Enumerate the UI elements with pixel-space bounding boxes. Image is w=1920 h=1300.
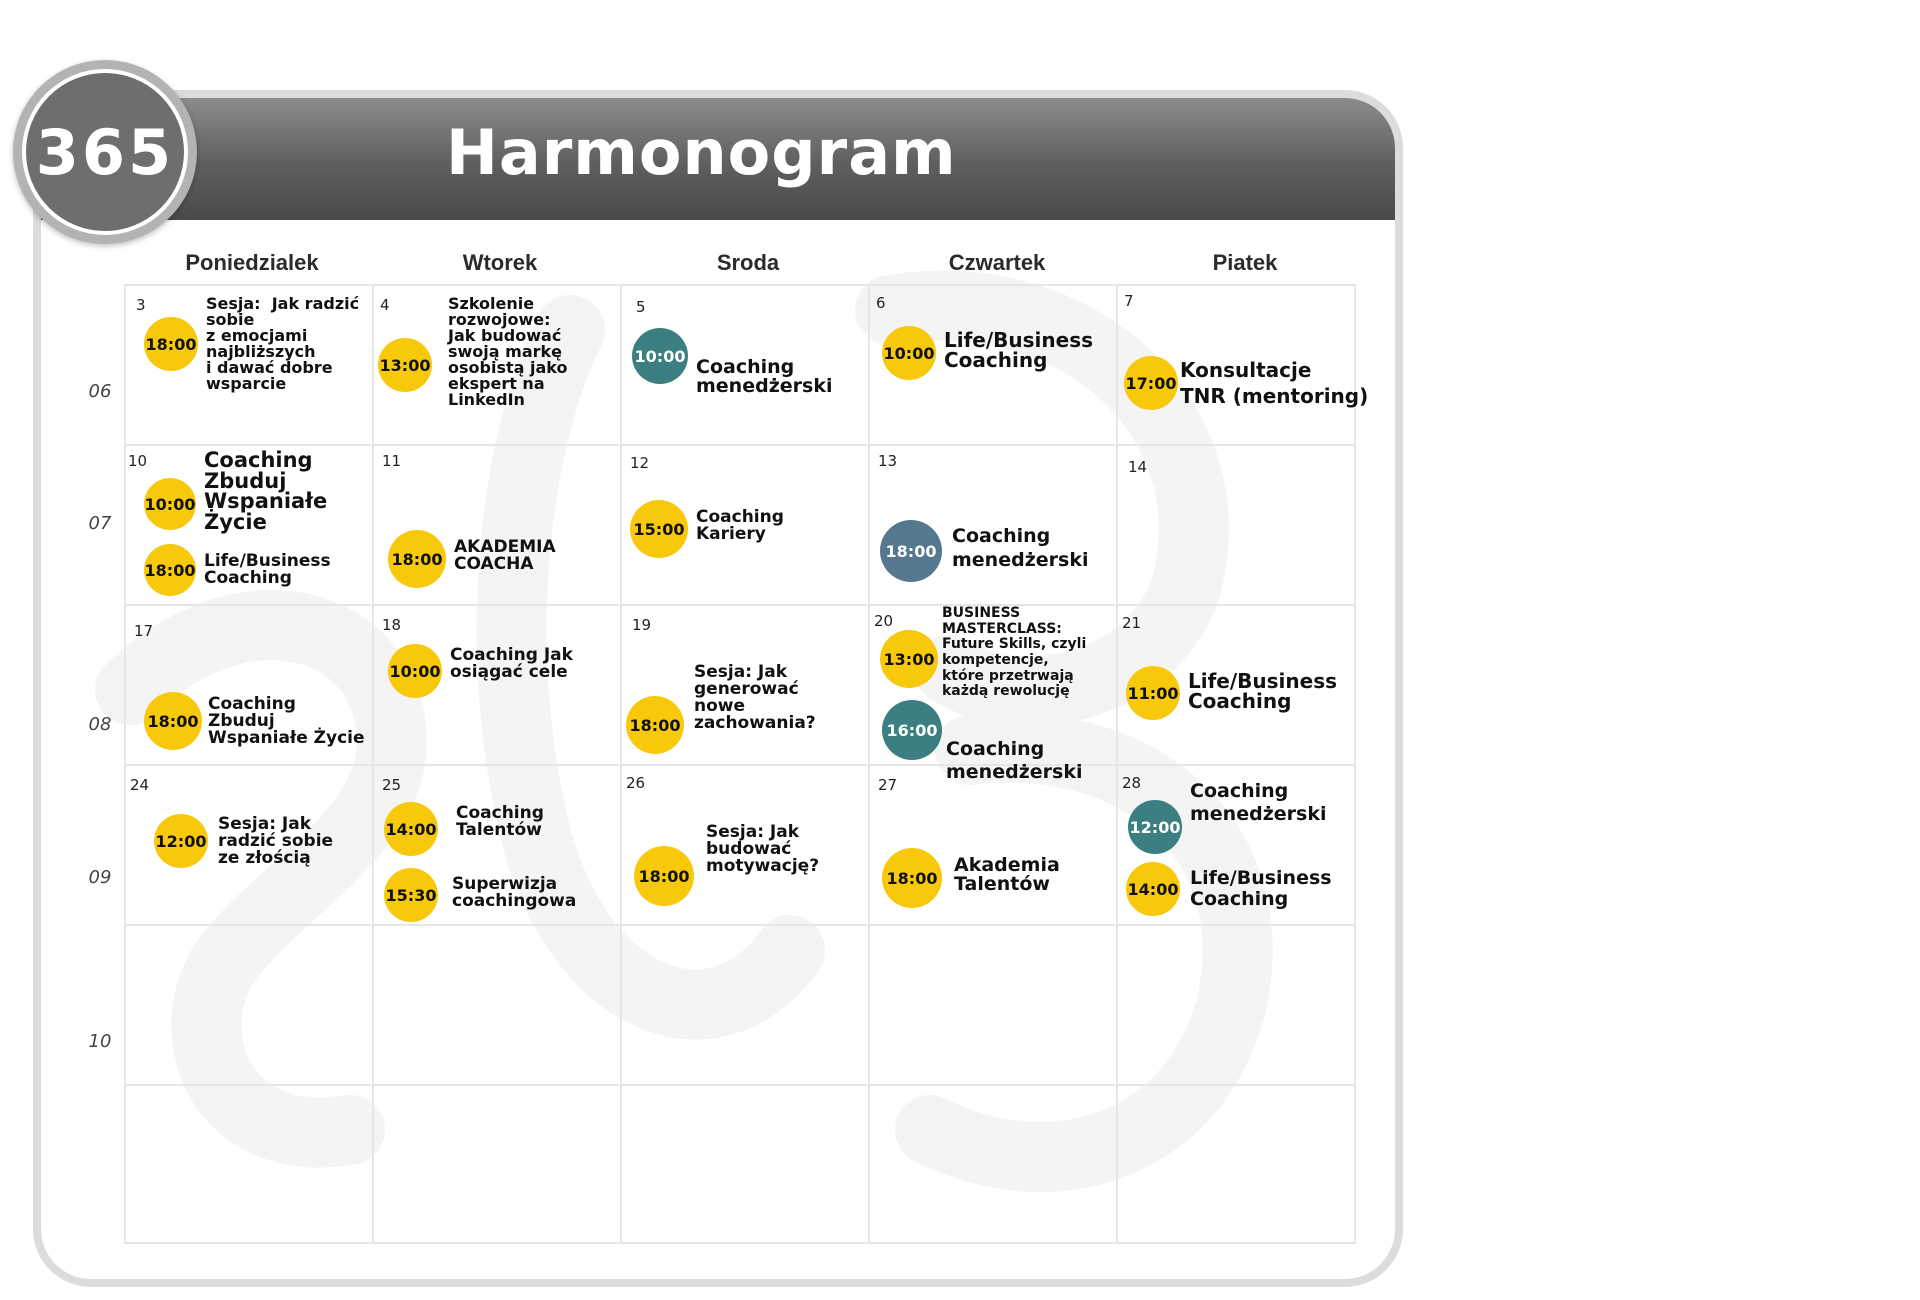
event-title: Sesja: Jak radzić sobie ze złością [218, 813, 334, 868]
week-label: 07 [88, 513, 112, 534]
week-label: 09 [88, 867, 112, 888]
event-title: Coaching Talentów [456, 803, 544, 840]
event[interactable] [388, 644, 573, 698]
event[interactable] [882, 326, 1093, 380]
day-number: 5 [636, 298, 646, 316]
time-badge: 17:00 [1124, 356, 1178, 410]
day-number: 25 [382, 776, 402, 794]
time-badge: 10:00 [632, 328, 688, 384]
day-number: 3 [136, 296, 146, 314]
event-title: Life/Business Coaching [204, 551, 331, 588]
event[interactable] [626, 664, 816, 754]
calendar-cell [620, 444, 868, 604]
day-number: 4 [380, 296, 390, 314]
calendar-cell [620, 284, 868, 444]
calendar-cell [372, 444, 620, 604]
calendar-cell [868, 444, 1116, 604]
event-title: Konsultacje TNR (mentoring) [1180, 358, 1369, 408]
day-number: 26 [626, 774, 646, 792]
day-number: 12 [630, 454, 650, 472]
day-number: 17 [134, 622, 154, 640]
time-badge: 18:00 [880, 520, 942, 582]
day-number: 27 [878, 776, 898, 794]
event[interactable] [378, 296, 567, 408]
event[interactable] [384, 868, 576, 922]
event-title: Coaching menedżerski [1190, 780, 1327, 825]
week-label: 06 [88, 381, 112, 402]
event-title: Sesja: Jak budować motywację? [706, 822, 820, 876]
day-header-tuesday: Wtorek [462, 250, 538, 275]
day-header-monday: Poniedzialek [185, 250, 319, 275]
day-number: 19 [632, 616, 652, 634]
event-title: Coaching Zbuduj Wspaniałe Życie [208, 693, 365, 748]
day-number: 10 [128, 452, 148, 470]
time-badge: 15:30 [384, 868, 438, 922]
event-title: Szkolenie rozwojowe: Jak budować swoją markę osobistą jako ekspert na LinkedIn [448, 294, 568, 409]
calendar-cell [124, 444, 372, 604]
day-number: 7 [1124, 292, 1134, 310]
day-header-thursday: Czwartek [948, 250, 1046, 275]
event-title: Sesja: Jak generować nowe zachowania? [694, 662, 816, 733]
event[interactable] [880, 606, 1086, 700]
day-number: 28 [1122, 774, 1142, 792]
week-label: 10 [88, 1031, 112, 1052]
time-badge: 16:00 [882, 700, 942, 760]
calendar-cell [868, 284, 1116, 444]
event-title: Akademia Talentów [954, 854, 1060, 895]
event-title: Coaching menedżerski [952, 525, 1089, 571]
time-badge: 18:00 [626, 696, 684, 754]
calendar-cell [1116, 444, 1364, 604]
calendar-cell [1116, 764, 1364, 924]
calendar-cell [124, 604, 372, 764]
time-badge: 10:00 [388, 644, 442, 698]
event-title: Coaching Zbuduj Wspaniałe Życie [204, 448, 328, 534]
time-badge: 18:00 [144, 317, 198, 371]
time-badge: 12:00 [154, 814, 208, 868]
event[interactable] [144, 296, 359, 392]
time-badge: 10:00 [144, 478, 196, 530]
time-badge: 14:00 [384, 802, 438, 856]
calendar-cell [124, 284, 372, 444]
event[interactable] [634, 824, 819, 906]
day-number: 21 [1122, 614, 1142, 632]
event[interactable] [154, 814, 333, 868]
time-badge: 13:00 [378, 338, 432, 392]
event-title: Sesja: Jak radzić sobie z emocjami najbliższych i dawać dobre wsparcie [206, 294, 360, 393]
event[interactable] [384, 802, 544, 856]
event[interactable] [1124, 356, 1368, 410]
page-title: Harmonogram [446, 116, 957, 189]
calendar-cell [372, 284, 620, 444]
week-label: 08 [88, 714, 112, 735]
event-title: Life/Business Coaching [1190, 867, 1332, 910]
event-title: Superwizja coachingowa [452, 874, 577, 911]
calendar-cell [1116, 284, 1369, 444]
calendar-cell [124, 764, 372, 924]
time-badge: 13:00 [880, 630, 938, 688]
event[interactable] [144, 544, 331, 596]
time-badge: 18:00 [882, 848, 942, 908]
event-title: Life/Business Coaching [944, 328, 1094, 372]
day-number: 14 [1128, 458, 1148, 476]
event-title: Coaching menedżerski [946, 738, 1083, 783]
day-number: 11 [382, 452, 402, 470]
event[interactable] [630, 500, 784, 558]
day-number: 20 [874, 612, 894, 630]
event[interactable] [144, 450, 327, 532]
time-badge: 10:00 [882, 326, 936, 380]
time-badge: 18:00 [144, 544, 196, 596]
event-title: Coaching Jak osiągać cele [450, 645, 573, 682]
event[interactable] [632, 328, 832, 396]
event[interactable] [1128, 780, 1326, 854]
day-number: 18 [382, 616, 402, 634]
event-title: AKADEMIA COACHA [454, 537, 556, 574]
time-badge: 15:00 [630, 500, 688, 558]
event[interactable] [1126, 862, 1332, 916]
calendar-cell [372, 604, 620, 764]
time-badge: 11:00 [1126, 666, 1180, 720]
time-badge: 18:00 [144, 692, 202, 750]
calendar-cell [620, 604, 868, 764]
calendar-cell [868, 764, 1116, 924]
time-badge: 18:00 [388, 530, 446, 588]
event[interactable] [388, 530, 556, 588]
time-badge: 14:00 [1126, 862, 1180, 916]
event-title: Coaching Kariery [696, 507, 784, 544]
time-badge: 18:00 [634, 846, 694, 906]
time-badge: 12:00 [1128, 800, 1182, 854]
day-number: 13 [878, 452, 898, 470]
calendar-cell [620, 764, 868, 924]
event-title: BUSINESS MASTERCLASS: Future Skills, czyli kompetencje, które przetrwają każdą rewolucję [942, 605, 1087, 700]
header-bar [41, 98, 1395, 220]
event[interactable] [880, 520, 1088, 582]
day-header-wednesday: Sroda [716, 250, 780, 275]
event[interactable] [144, 692, 365, 750]
event[interactable] [882, 848, 1060, 908]
day-header-friday: Piatek [1212, 250, 1278, 275]
day-number: 6 [876, 294, 886, 312]
logo-badge-text: 365 [35, 115, 175, 189]
event-title: Life/Business Coaching [1188, 669, 1338, 713]
event-title: Coaching menedżerski [696, 356, 833, 397]
event[interactable] [1126, 666, 1337, 720]
calendar-cell [372, 764, 620, 924]
logo-badge [22, 69, 188, 235]
day-number: 24 [130, 776, 150, 794]
calendar-cell [868, 604, 1116, 783]
calendar-cell [1116, 604, 1364, 764]
